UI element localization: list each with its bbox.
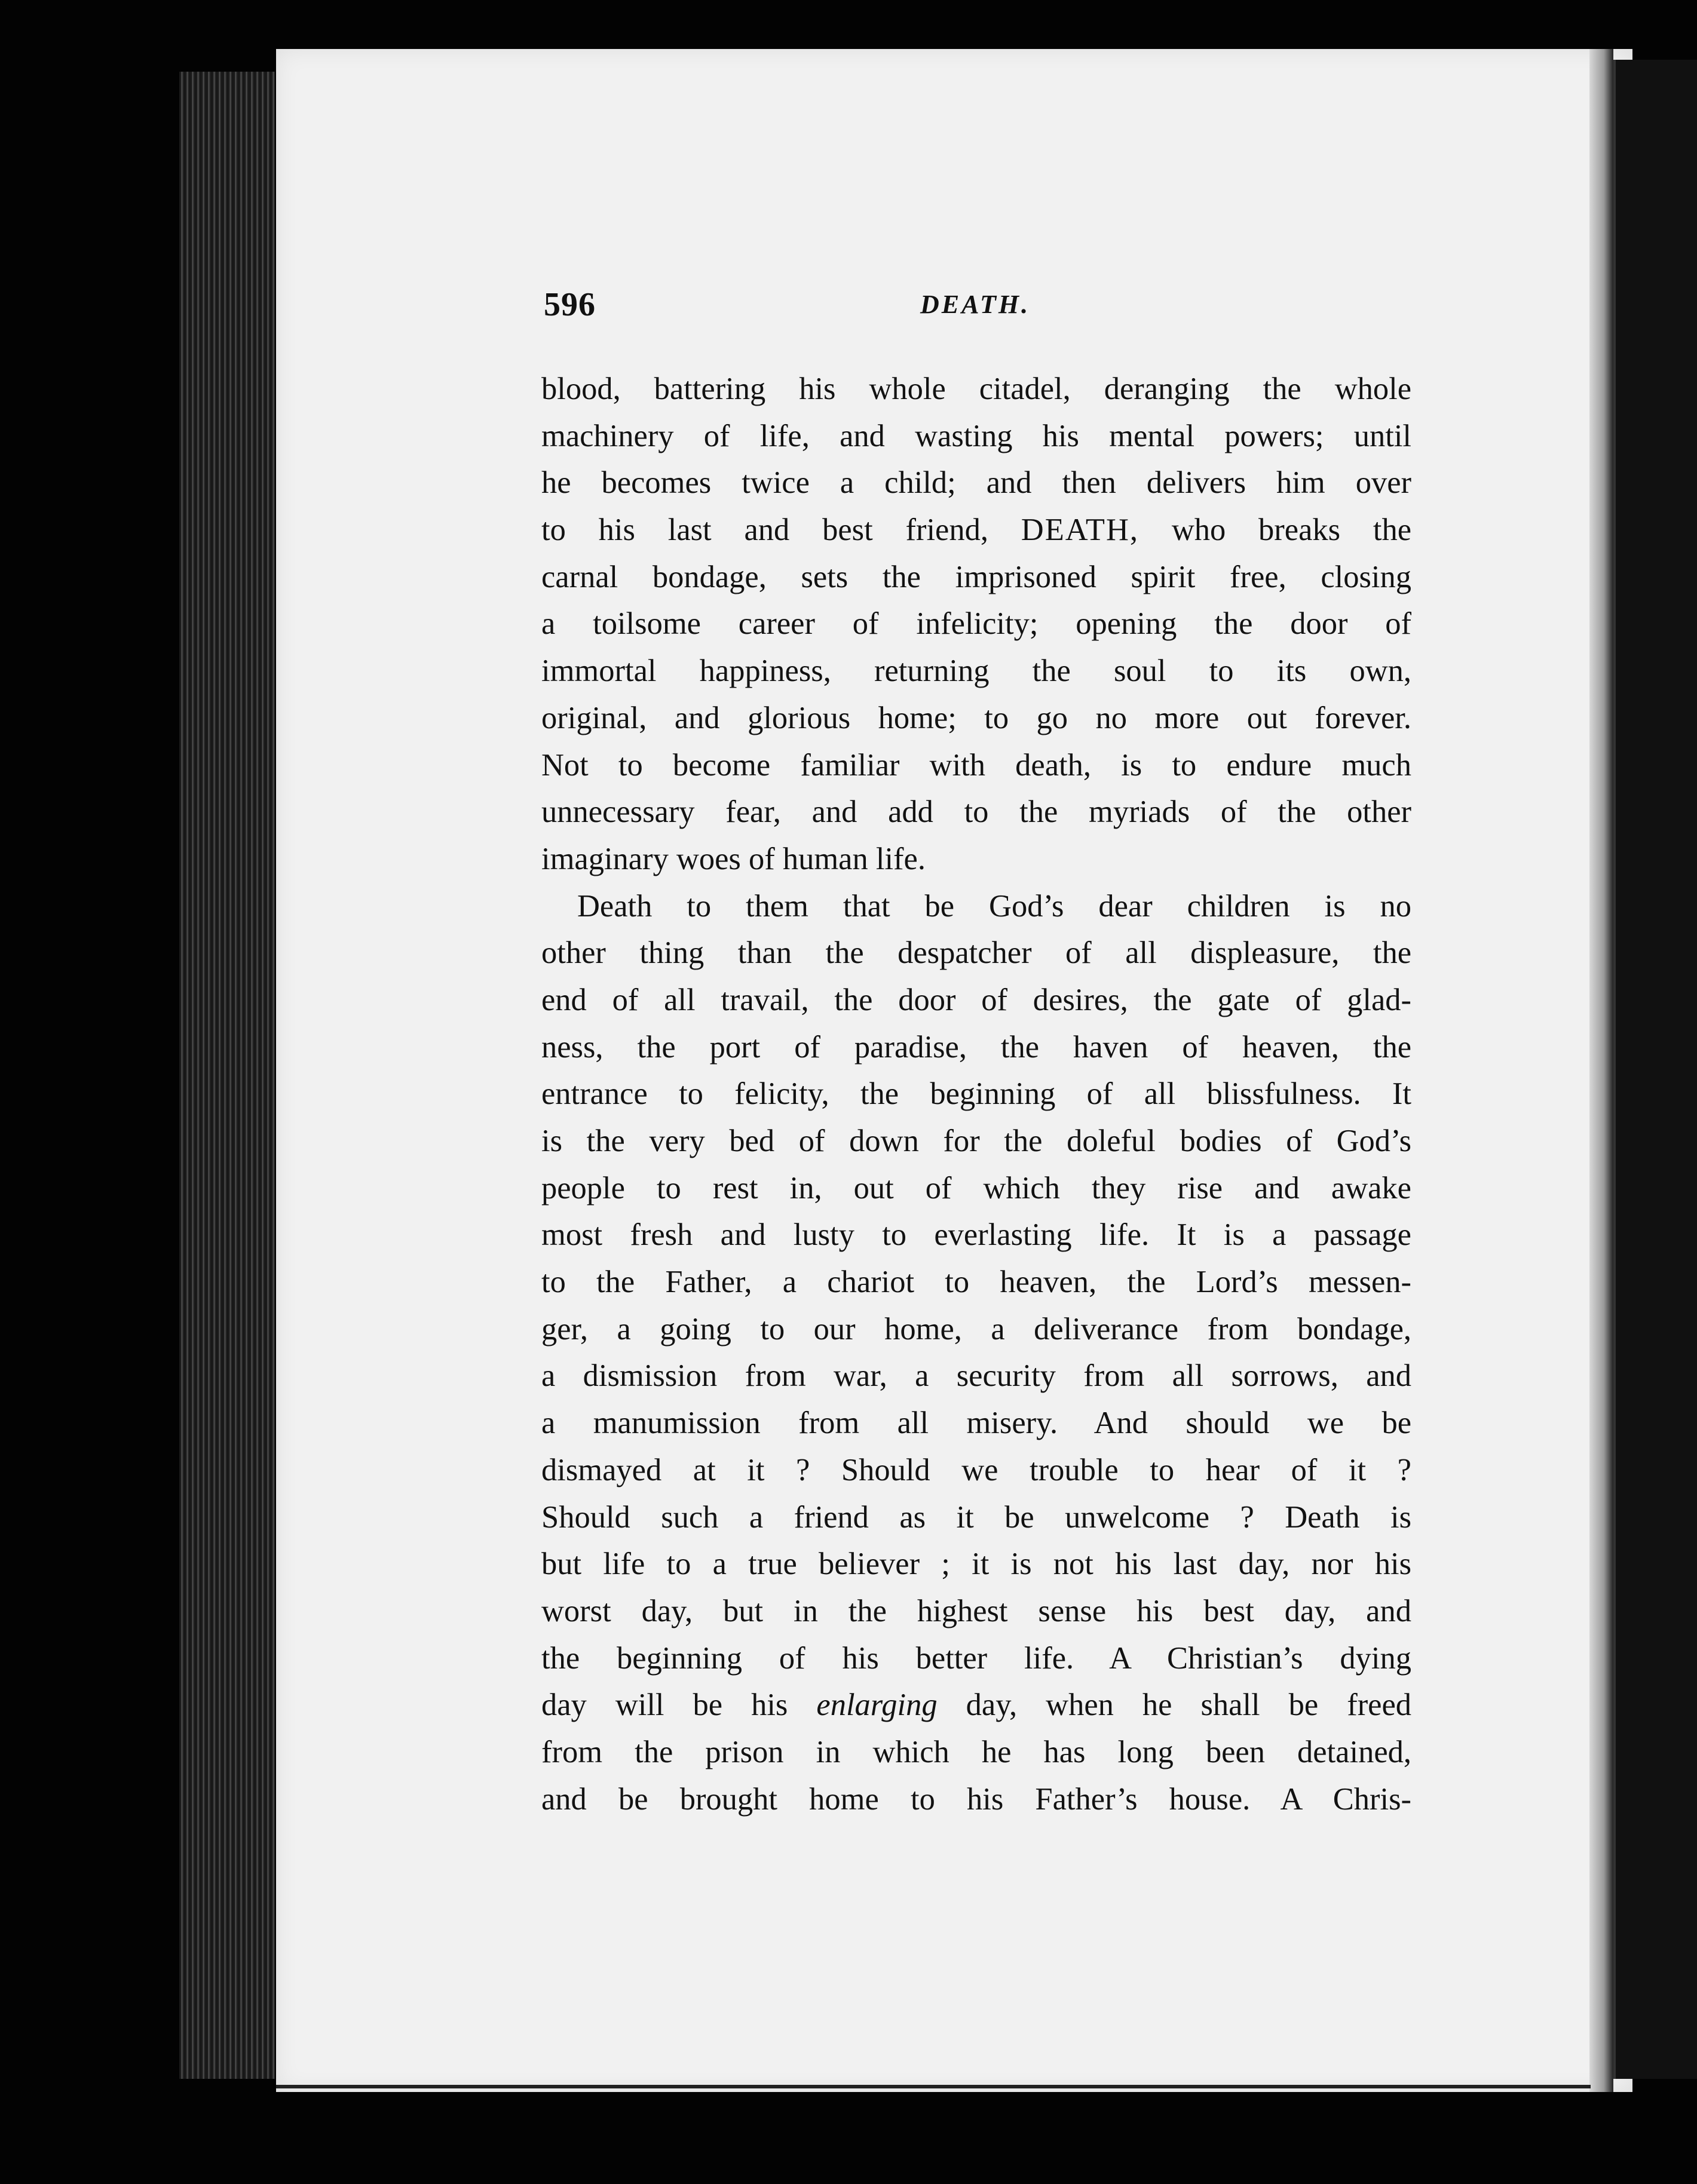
text-line: but life to a true believer ; it is not his last day, nor his <box>541 1547 1411 1582</box>
text-line: worst day, but in the highest sense his best day, and <box>541 1593 1411 1628</box>
paragraph-first-line: Death to them that be God’s dear children is no <box>577 888 1411 924</box>
text-segment: day will be his <box>541 1688 788 1723</box>
page-bottom-edge <box>276 2085 1591 2088</box>
text-line: ger, a going to our home, a deliverance from bondage, <box>541 1311 1411 1346</box>
text-line: most fresh and lusty to everlasting life. It is a passage <box>541 1217 1411 1253</box>
text-line <box>541 1682 1411 1729</box>
adjacent-page-edge <box>1613 60 1697 2079</box>
text-line: a toilsome career of infelicity; opening the door of <box>541 606 1411 642</box>
text-line: from the prison in which he has long been detained, <box>541 1734 1411 1769</box>
text-line: a dismission from war, a security from all sorrows, and <box>541 1358 1411 1394</box>
text-line: blood, battering his whole citadel, deranging the whole <box>541 372 1411 406</box>
running-head <box>544 286 1416 333</box>
text-line: a manumission from all misery. And should we be <box>541 1406 1411 1441</box>
small-caps-word: DEATH, <box>1021 513 1139 548</box>
text-line: the beginning of his better life. A Christian’s dying <box>541 1640 1411 1676</box>
text-line: Should such a friend as it be unwelcome ? Death is <box>541 1499 1411 1535</box>
text-line: carnal bondage, sets the imprisoned spirit free, closing <box>541 559 1411 594</box>
text-line: and be brought home to his Father’s house. A Chris- <box>541 1781 1411 1817</box>
text-segment: who breaks the <box>1171 513 1411 548</box>
text-line: to the Father, a chariot to heaven, the Lord’s messen- <box>541 1265 1411 1300</box>
text-line: imaginary woes of human life. <box>541 841 926 876</box>
text-line: machinery of life, and wasting his mental powers; until <box>541 418 1411 453</box>
text-segment: day, when he shall be freed <box>966 1688 1411 1723</box>
running-title: DEATH. <box>920 290 1031 319</box>
text-line: other thing than the despatcher of all displeasure, the <box>541 935 1411 971</box>
page-gutter <box>1589 49 1613 2092</box>
book-page-edges <box>179 72 275 2079</box>
text-line: entrance to felicity, the beginning of all blissfulness. It <box>541 1076 1411 1112</box>
text-line: dismayed at it ? Should we trouble to hear of it ? <box>541 1452 1411 1487</box>
text-line: people to rest in, out of which they rise and awake <box>541 1170 1411 1206</box>
italic-word: enlarging <box>816 1688 938 1723</box>
body-text <box>541 366 1411 1823</box>
text-line: original, and glorious home; to go no more out forever. <box>541 700 1411 735</box>
text-line: ness, the port of paradise, the haven of heaven, the <box>541 1029 1411 1065</box>
text-line: Not to become familiar with death, is to endure much <box>541 747 1411 783</box>
text-line: end of all travail, the door of desires, the gate of glad- <box>541 982 1411 1017</box>
text-line: immortal happiness, returning the soul to its own, <box>541 654 1411 689</box>
text-line: he becomes twice a child; and then delivers him over <box>541 465 1411 501</box>
text-line <box>541 507 1411 554</box>
text-line: is the very bed of down for the doleful bodies of God’s <box>541 1124 1411 1158</box>
page-number: 596 <box>544 286 596 323</box>
text-line: unnecessary fear, and add to the myriads of the other <box>541 795 1411 830</box>
text-segment: to his last and best friend, <box>541 513 988 548</box>
